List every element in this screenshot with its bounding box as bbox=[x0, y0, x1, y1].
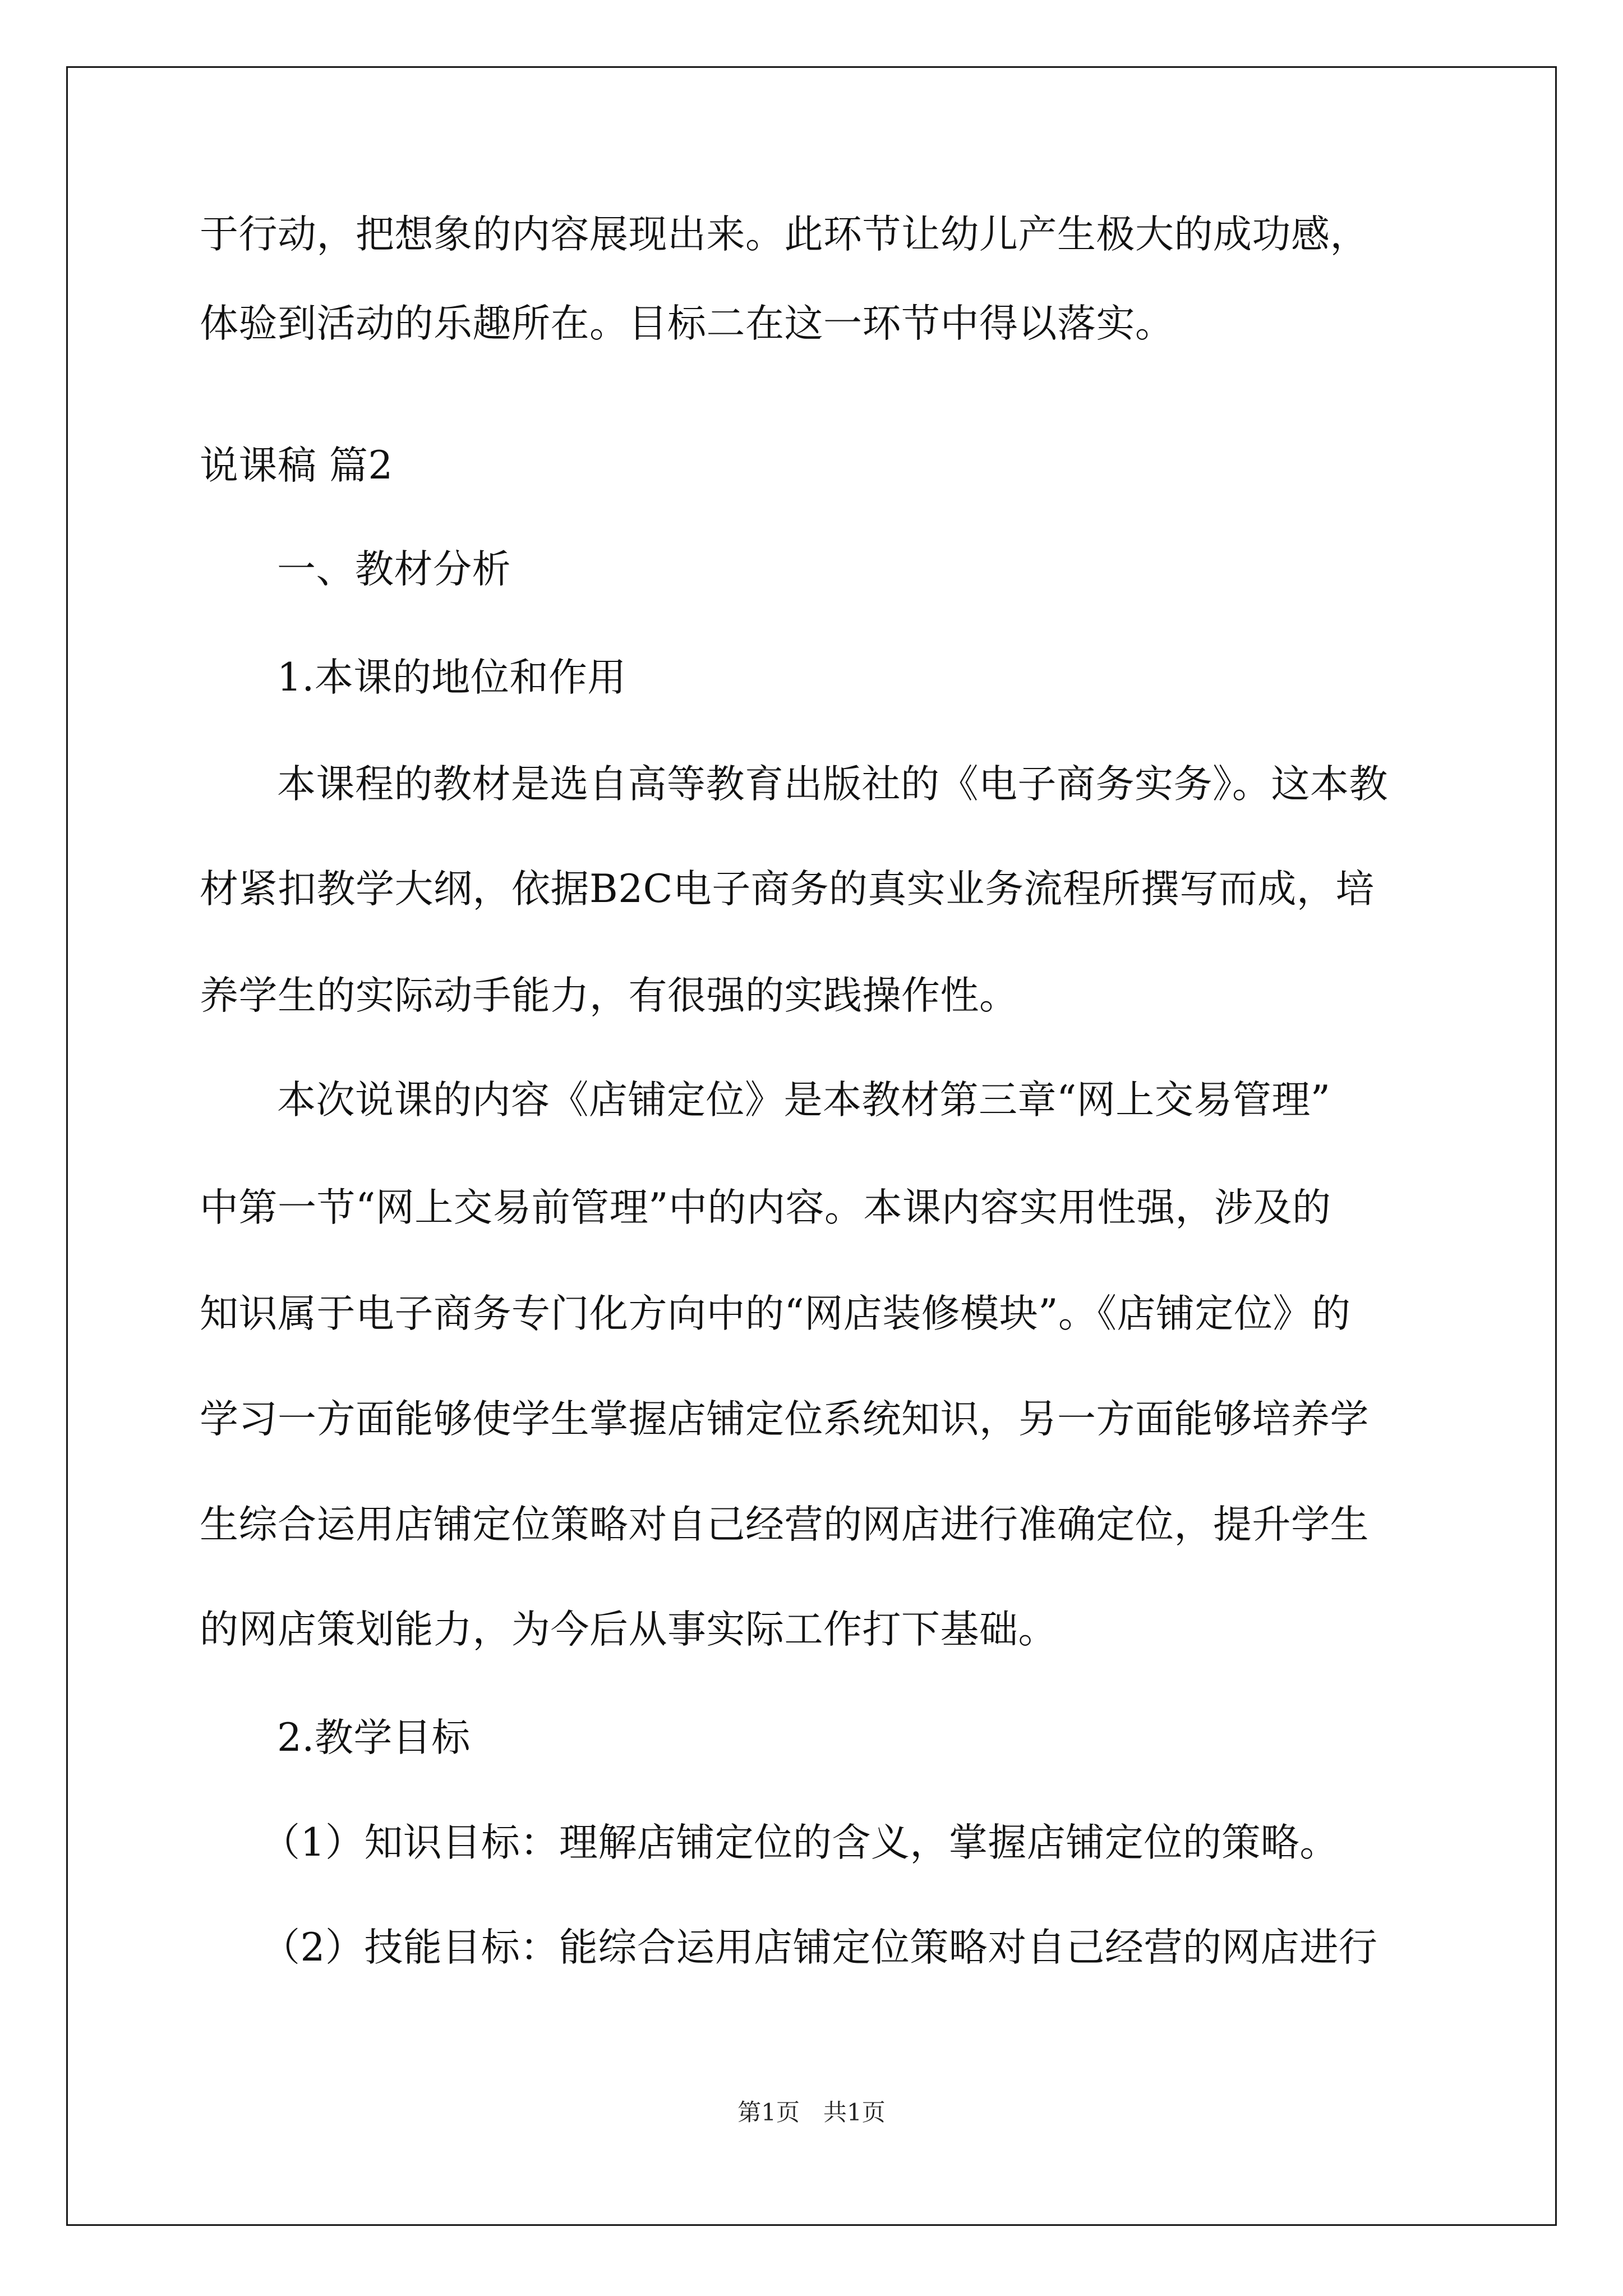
paragraph-line: 体验到活动的乐趣所在。目标二在这一环节中得以落实。 bbox=[200, 301, 1174, 346]
paragraph-line: （1）知识目标：理解店铺定位的含义，掌握店铺定位的策略。 bbox=[261, 1820, 1339, 1865]
paragraph-line: 的网店策划能力，为今后从事实际工作打下基础。 bbox=[200, 1607, 1057, 1652]
paragraph-line: 于行动，把想象的内容展现出来。此环节让幼儿产生极大的成功感， bbox=[200, 212, 1369, 257]
paragraph-line: 中第一节“网上交易前管理”中的内容。本课内容实用性强，涉及的 bbox=[200, 1185, 1331, 1230]
chapter-heading: 一、教材分析 bbox=[277, 547, 511, 592]
paragraph-line: 本次说课的内容《店铺定位》是本教材第三章“网上交易管理” bbox=[277, 1078, 1331, 1122]
subheading: 1.本课的地位和作用 bbox=[277, 655, 626, 700]
paragraph-line: 材紧扣教学大纲，依据B2C电子商务的真实业务流程所撰写而成，培 bbox=[200, 867, 1375, 912]
paragraph-line: 生综合运用店铺定位策略对自己经营的网店进行准确定位，提升学生 bbox=[200, 1502, 1369, 1547]
page-number: 第1页 共1页 bbox=[737, 2099, 886, 2126]
paragraph-line: 本课程的教材是选自高等教育出版社的《电子商务实务》。这本教 bbox=[277, 762, 1388, 807]
section-heading: 说课稿 篇2 bbox=[200, 443, 393, 488]
page-border bbox=[66, 66, 1557, 2226]
paragraph-line: 养学生的实际动手能力，有很强的实践操作性。 bbox=[200, 973, 1018, 1018]
paragraph-line: 学习一方面能够使学生掌握店铺定位系统知识，另一方面能够培养学 bbox=[200, 1397, 1369, 1442]
paragraph-line: （2）技能目标：能综合运用店铺定位策略对自己经营的网店进行 bbox=[261, 1925, 1378, 1970]
paragraph-line: 知识属于电子商务专门化方向中的“网店装修模块”。《店铺定位》的 bbox=[200, 1291, 1351, 1336]
subheading: 2.教学目标 bbox=[277, 1715, 471, 1760]
